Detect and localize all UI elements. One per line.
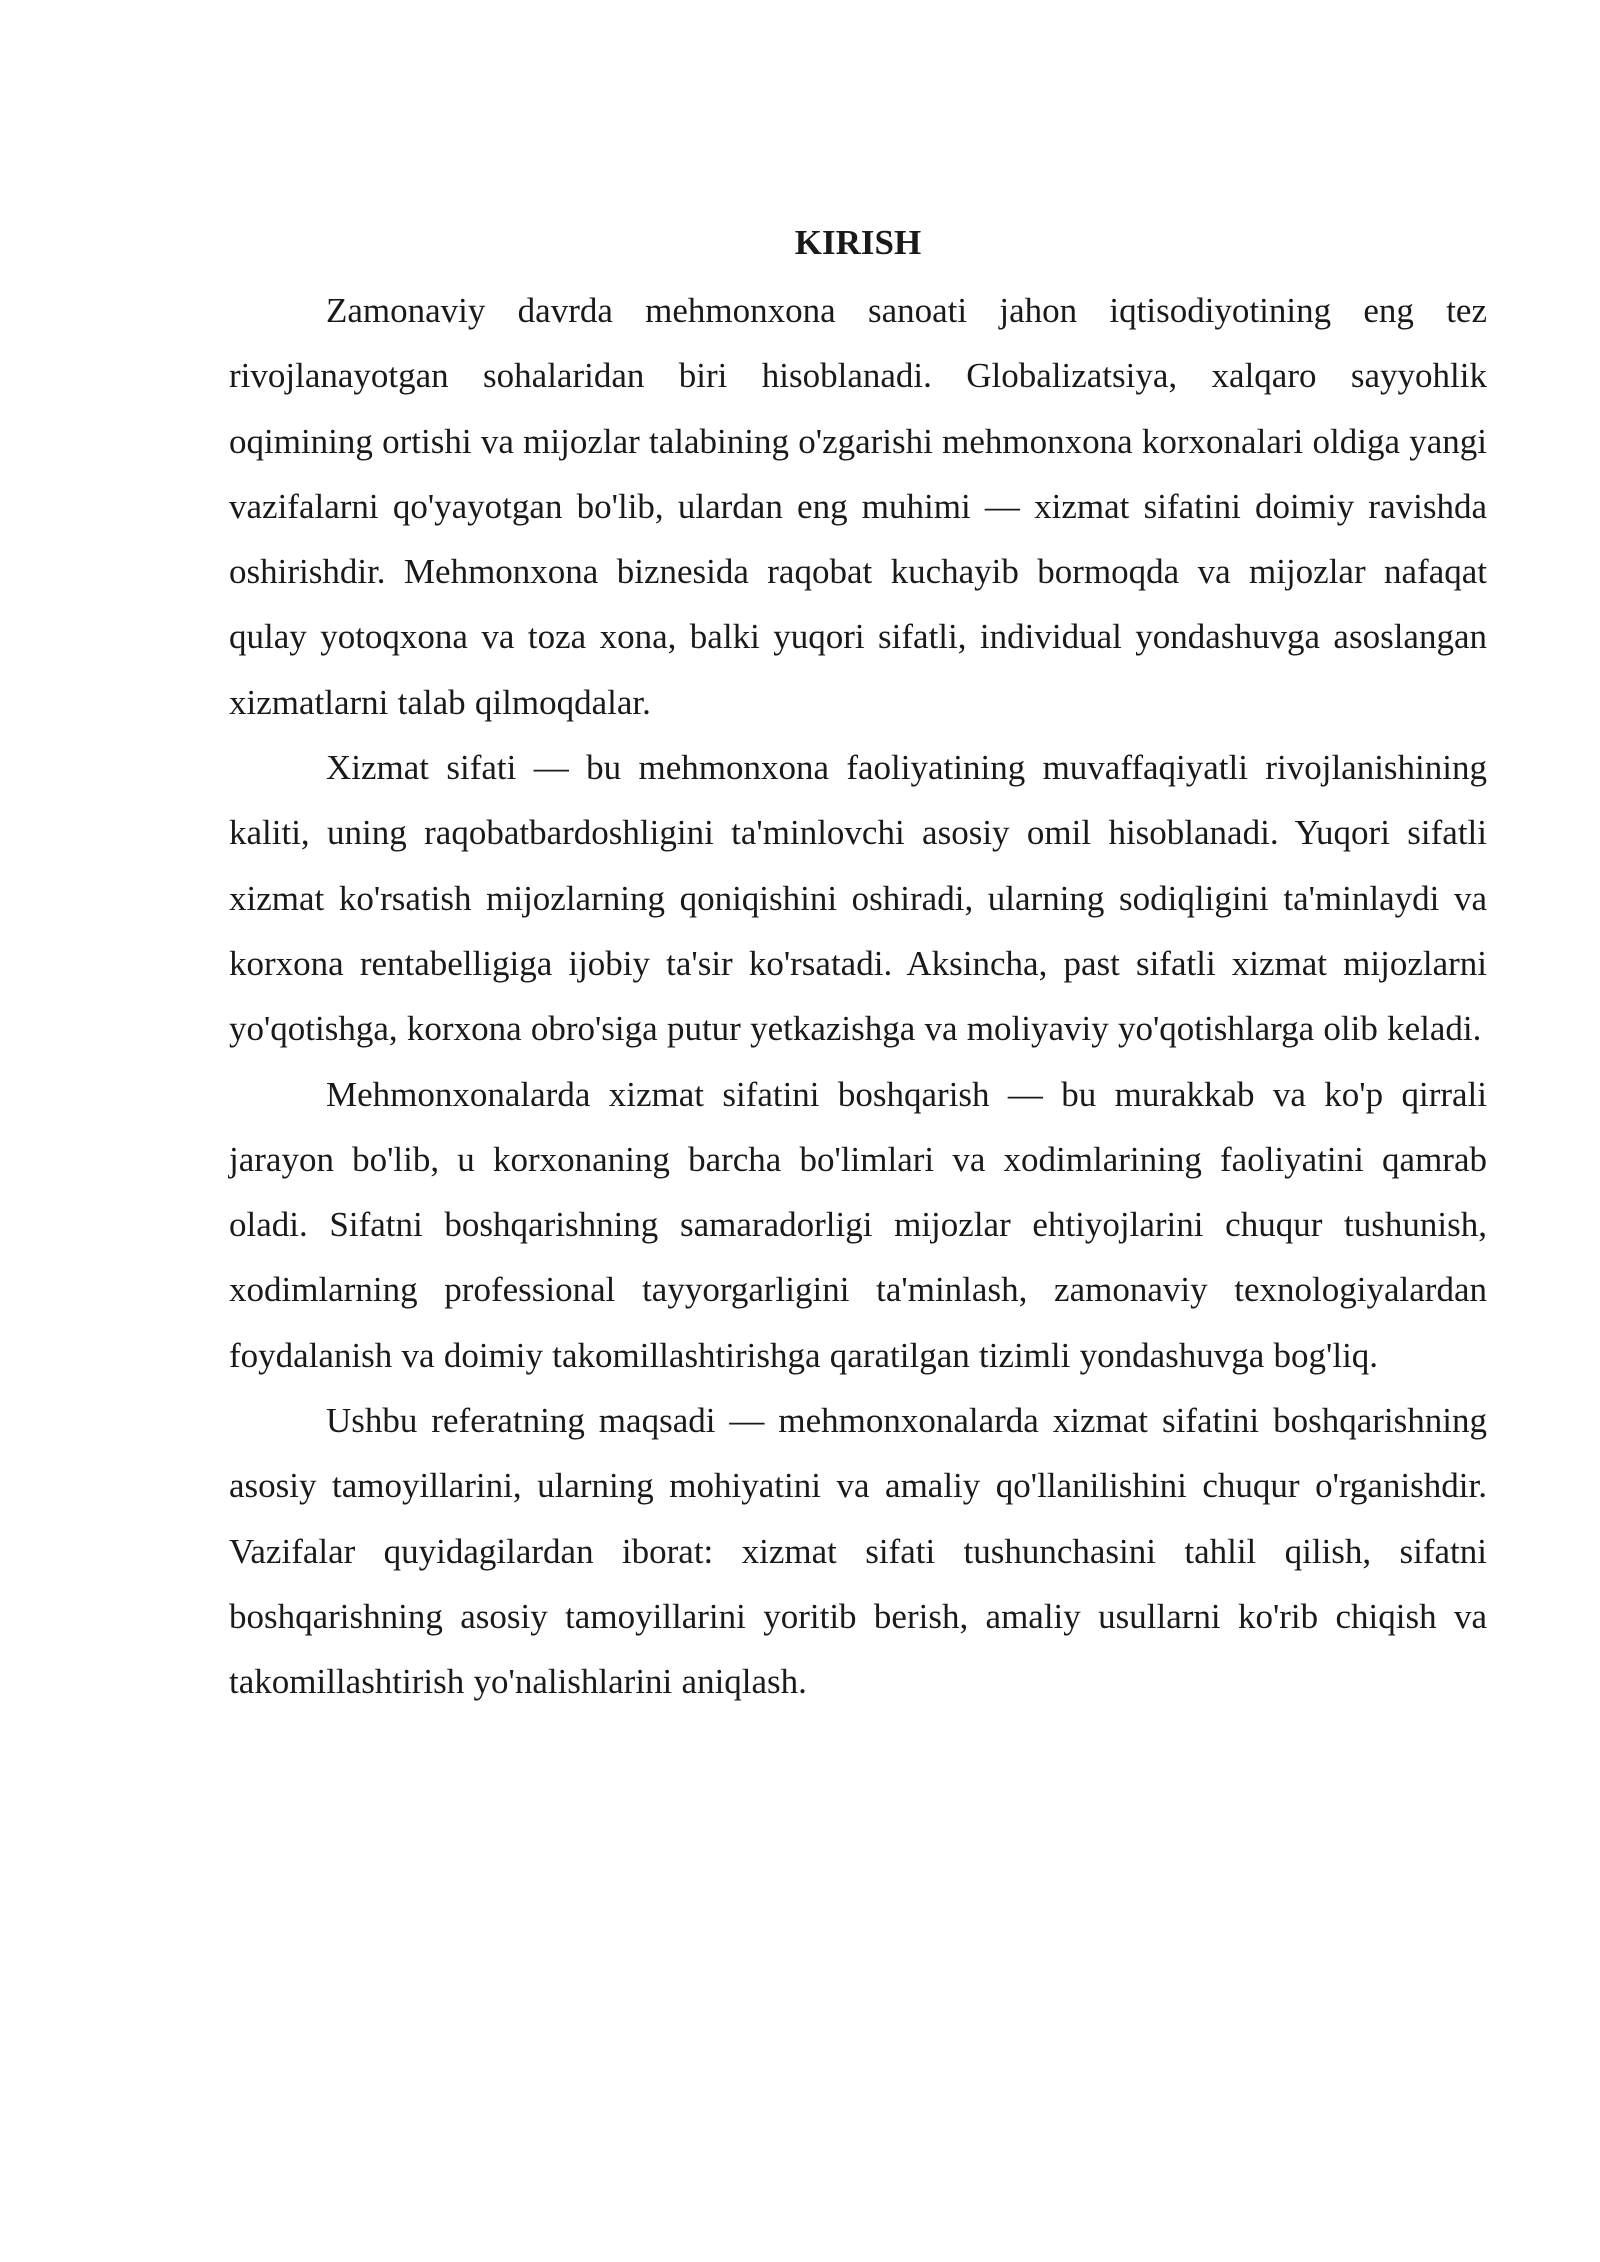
paragraph-3: Mehmonxonalarda xizmat sifatini boshqarish — bu murakkab va ko'p qirrali jarayon bo'lib, u korxonaning barcha bo'limlari va xodimlarining faoliyatini qamrab oladi. Sifatni boshqarishning samaradorligi mijozlar ehtiyojlarini chuqur tushunish, xodimlarning professional tayyorgarligini ta'minlash, zamonaviy texnologiyalardan foydalanish va doimiy takomillashtirishga qaratilgan tizimli yondashuvga bog'liq.: [229, 1074, 1487, 1375]
page-title: KIRISH: [794, 223, 922, 262]
paragraph-2: Xizmat sifati — bu mehmonxona faoliyatining muvaffaqiyatli rivojlanishining kaliti, uning raqobatbardoshligini ta'minlovchi asosiy omil hisoblanadi. Yuqori sifatli xizmat ko'rsatish mijozlarning qoniqishini oshiradi, ularning sodiqligini ta'minlaydi va korxona rentabelligiga ijobiy ta'sir ko'rsatadi. Aksincha, past sifatli xizmat mijozlarni yo'qotishga, korxona obro'siga putur yetkazishga va moliyaviy yo'qotishlarga olib keladi.: [229, 748, 1487, 1049]
document-body: [229, 208, 1487, 1715]
paragraph-4: Ushbu referatning maqsadi — mehmonxonalarda xizmat sifatini boshqarishning asosiy tamoyillarini, ularning mohiyatini va amaliy qo'llanilishini chuqur o'rganishdir. Vazifalar quyidagilardan iborat: xizmat sifati tushunchasini tahlil qilish, sifatni boshqarishning asosiy tamoyillarini yoritib berish, amaliy usullarni ko'rib chiqish va takomillashtirish yo'nalishlarini aniqlash.: [229, 1401, 1487, 1702]
paragraph-1: Zamonaviy davrda mehmonxona sanoati jahon iqtisodiyotining eng tez rivojlanayotgan sohalaridan biri hisoblanadi. Globalizatsiya, xalqaro sayyohlik oqimining ortishi va mijozlar talabining o'zgarishi mehmonxona korxonalari oldiga yangi vazifalarni qo'yayotgan bo'lib, ulardan eng muhimi — xizmat sifatini doimiy ravishda oshirishdir. Mehmonxona biznesida raqobat kuchayib bormoqda va mijozlar nafaqat qulay yotoqxona va toza xona, balki yuqori sifatli, individual yondashuvga asoslangan xizmatlarni talab qilmoqdalar.: [229, 291, 1487, 722]
